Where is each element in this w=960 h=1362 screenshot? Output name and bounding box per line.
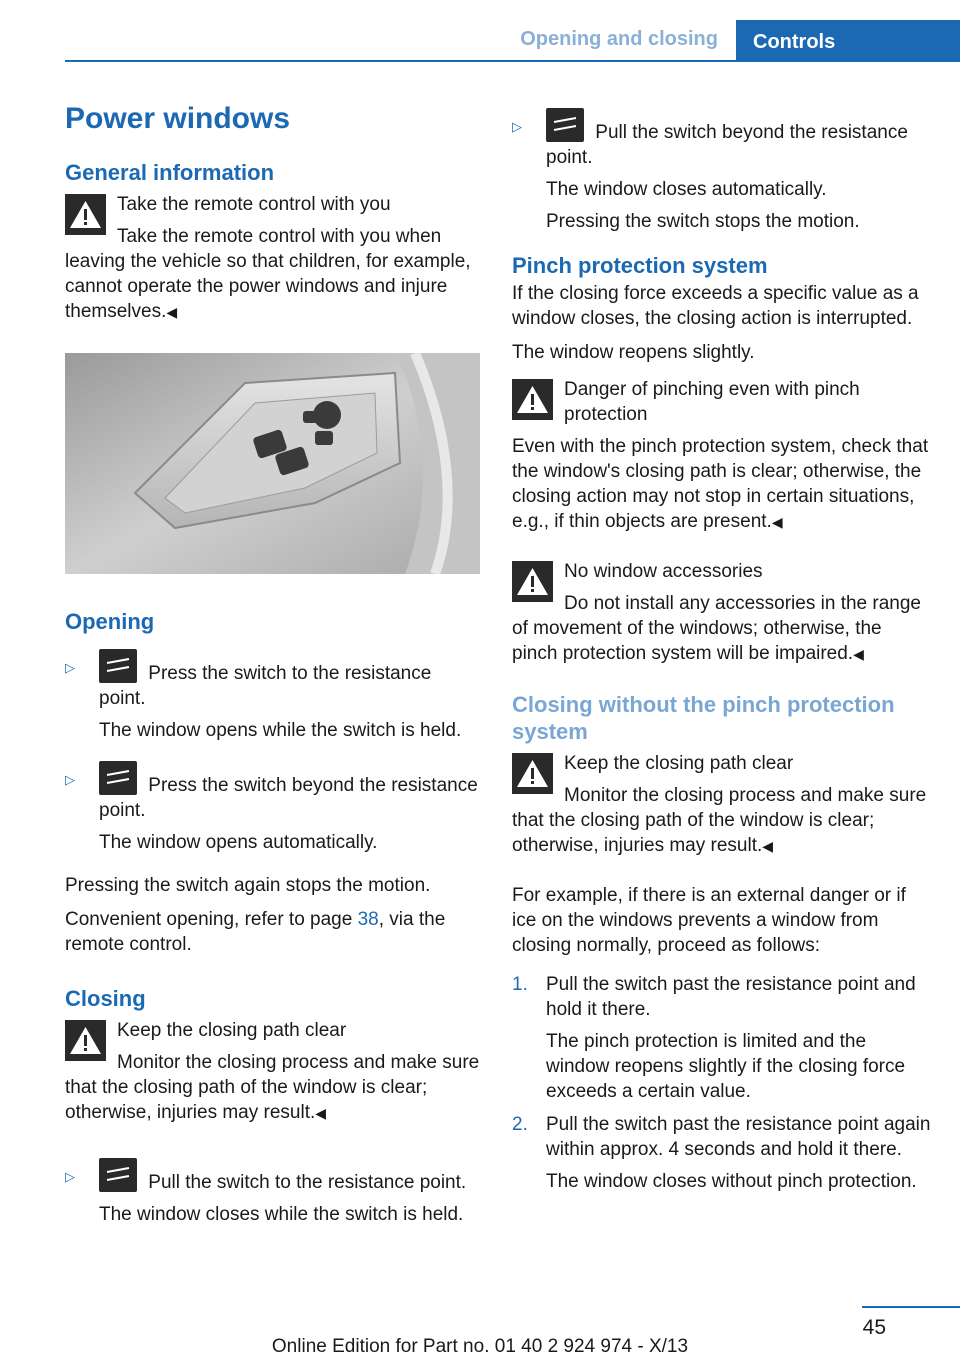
warning-triangle-icon bbox=[65, 1020, 106, 1061]
left-column bbox=[65, 96, 483, 1245]
warning-body: Even with the pinch protection system, check that the window's closing path is clear; otherwise, the closing action may not stop in certain situations, e.g., if thin objects are present. bbox=[512, 436, 929, 532]
convenient-opening-text: Convenient opening, refer to page 38, via the remote control. bbox=[65, 909, 446, 955]
triangle-bullet-icon: ▷ bbox=[65, 660, 75, 675]
triangle-bullet-icon: ▷ bbox=[65, 772, 75, 787]
warning-triangle-icon bbox=[512, 753, 553, 794]
right-column bbox=[512, 108, 932, 1202]
page-reference-link[interactable]: 38 bbox=[357, 909, 379, 930]
warning-triangle-icon bbox=[65, 194, 106, 235]
window-switch-icon bbox=[99, 649, 137, 683]
step-text: Pull the switch past the resistance point and hold it there. bbox=[546, 974, 916, 1020]
warning-closing-path: Keep the closing path clear Monitor the closing process and make sure that the closing path of the window is clear; otherwise, injuries may result.◀ bbox=[512, 751, 932, 859]
window-switch-icon bbox=[99, 761, 137, 795]
warning-remote-control: Take the remote control with you Take the remote control with you when leaving the vehicle so that children, for example, cannot operate the power windows and injure themselves.◀ bbox=[65, 192, 483, 325]
list-item-text: Pull the switch beyond the resistance point. bbox=[546, 122, 908, 168]
list-item-sub: The window opens while the switch is held. bbox=[99, 720, 462, 741]
list-item bbox=[512, 1112, 932, 1194]
list-item-sub: The window opens automatically. bbox=[99, 832, 378, 853]
list-item bbox=[512, 972, 932, 1104]
triangle-bullet-icon: ▷ bbox=[65, 1169, 75, 1184]
header-section-title: Opening and closing bbox=[520, 28, 718, 50]
step-number: 1. bbox=[512, 974, 528, 995]
warning-title: Keep the closing path clear bbox=[117, 1020, 347, 1041]
example-text: For example, if there is an external danger or if ice on the windows prevents a window from closing normally, proceed as follows: bbox=[512, 885, 906, 956]
list-item-text: Press the switch beyond the resistance point. bbox=[99, 775, 478, 821]
warning-body: Monitor the closing process and make sure that the closing path of the window is clear; otherwise, injuries may result. bbox=[512, 785, 927, 856]
closing-heading: Closing bbox=[65, 986, 146, 1011]
warning-triangle-icon bbox=[512, 379, 553, 420]
warning-body: Take the remote control with you when leaving the vehicle so that children, for example, cannot operate the power windows and injure themselves. bbox=[65, 226, 471, 322]
list-item bbox=[65, 761, 483, 855]
window-switch-icon bbox=[546, 108, 584, 142]
general-info-heading: General information bbox=[65, 160, 275, 185]
warning-title: Take the remote control with you bbox=[117, 194, 391, 215]
step-number: 2. bbox=[512, 1114, 528, 1135]
pinch-text-2: The window reopens slightly. bbox=[512, 342, 755, 363]
list-item-sub: The window closes while the switch is held. bbox=[99, 1204, 464, 1225]
step-text: Pull the switch past the resistance point again within approx. 4 seconds and hold it there. bbox=[546, 1114, 931, 1160]
window-switch-icon bbox=[99, 1158, 137, 1192]
warning-title: Danger of pinching even with pinch protection bbox=[564, 379, 860, 425]
step-sub: The window closes without pinch protection. bbox=[546, 1171, 917, 1192]
header-rule bbox=[65, 60, 960, 62]
warning-pinching-danger: Danger of pinching even with pinch protection Even with the pinch protection system, check that the window's closing path is clear; otherwise, the closing action may not stop in certain situations, e.g., if thin objects are present.◀ bbox=[512, 377, 932, 535]
stop-motion-text: Pressing the switch again stops the motion. bbox=[65, 875, 431, 896]
list-item-text: Press the switch to the resistance point. bbox=[99, 663, 432, 709]
page-title: Power windows bbox=[65, 102, 291, 135]
list-item bbox=[65, 649, 483, 743]
without-pinch-heading: Closing without the pinch protection system bbox=[512, 692, 895, 744]
footer-edition: Online Edition for Part no. 01 40 2 924 974 - X/13 bbox=[271, 1336, 689, 1357]
step-sub: The pinch protection is limited and the window reopens slightly if the closing force exceeds a certain value. bbox=[546, 1031, 906, 1102]
header-chapter-tab[interactable]: Controls bbox=[736, 20, 960, 62]
footer-rule bbox=[862, 1306, 960, 1308]
page-number: 45 bbox=[862, 1316, 886, 1339]
list-item bbox=[65, 1158, 483, 1227]
warning-triangle-icon bbox=[512, 561, 553, 602]
warning-body: Monitor the closing process and make sure that the closing path of the window is clear; otherwise, injuries may result. bbox=[65, 1052, 480, 1123]
warning-title: Keep the closing path clear bbox=[564, 753, 794, 774]
warning-body: Do not install any accessories in the range of movement of the windows; otherwise, the pinch protection system will be impaired. bbox=[512, 593, 921, 664]
pinch-text-1: If the closing force exceeds a specific value as a window closes, the closing action is interrupted. bbox=[512, 283, 919, 329]
warning-no-accessories: No window accessories Do not install any accessories in the range of movement of the windows; otherwise, the pinch protection system will be impaired.◀ bbox=[512, 559, 932, 667]
pinch-protection-heading: Pinch protection system bbox=[512, 253, 768, 278]
triangle-bullet-icon: ▷ bbox=[512, 119, 522, 134]
list-item bbox=[512, 108, 932, 234]
door-switch-photo bbox=[65, 353, 480, 574]
list-item-sub: Pressing the switch stops the motion. bbox=[546, 211, 860, 232]
list-item-sub: The window closes automatically. bbox=[546, 179, 827, 200]
warning-closing-path: Keep the closing path clear Monitor the closing process and make sure that the closing path of the window is clear; otherwise, injuries may result.◀ bbox=[65, 1018, 483, 1126]
warning-title: No window accessories bbox=[564, 561, 763, 582]
opening-heading: Opening bbox=[65, 609, 155, 634]
list-item-text: Pull the switch to the resistance point. bbox=[148, 1172, 467, 1193]
